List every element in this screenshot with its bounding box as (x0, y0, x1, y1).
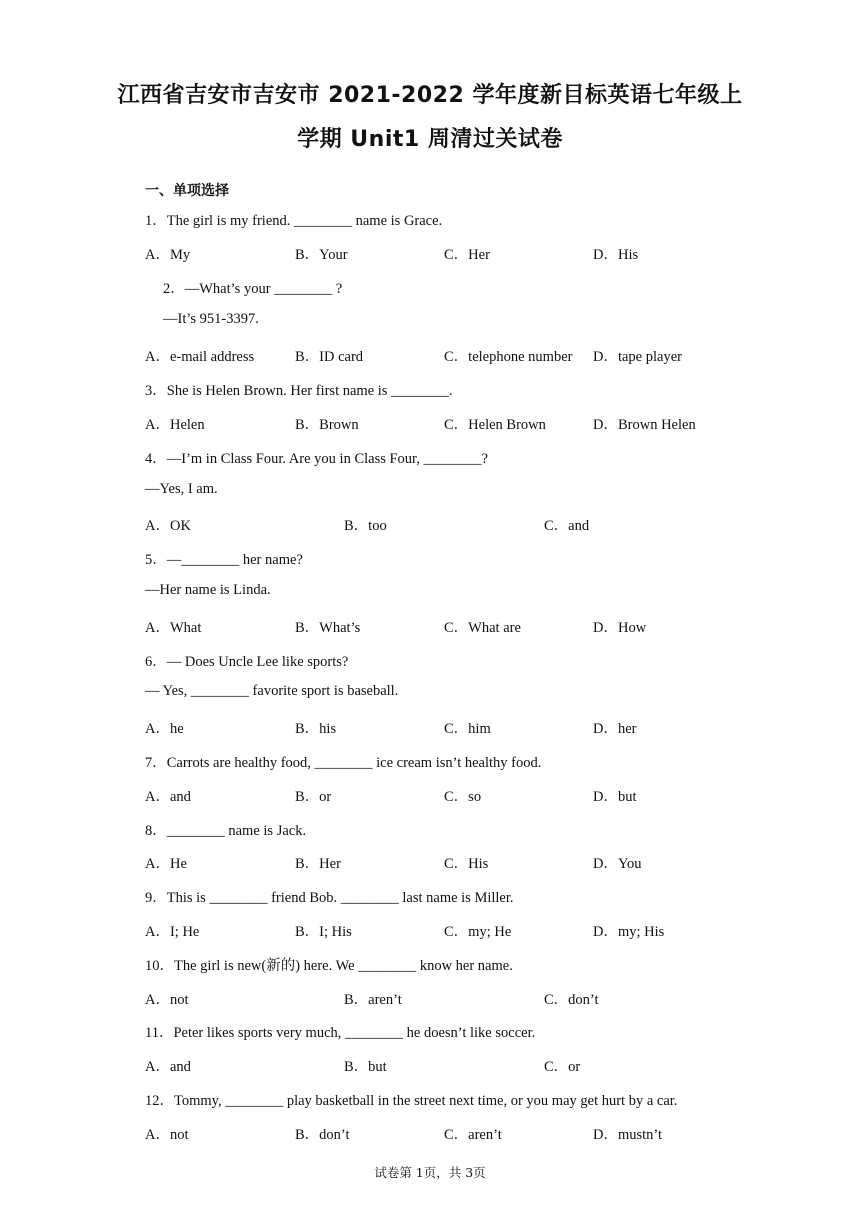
option-d: D．mustn’t (593, 1127, 663, 1143)
option-c: C．my; He (444, 924, 512, 940)
option-b: B．but (344, 1059, 387, 1075)
option-b: B．or (295, 789, 332, 805)
page-title-line-1: 江西省吉安市吉安市 2021-2022 学年度新目标英语七年级上 (117, 83, 743, 108)
option-a: A．I; He (145, 924, 200, 940)
option-b: B．aren’t (344, 992, 402, 1008)
option-a: A．he (145, 721, 184, 737)
option-b: B．his (295, 721, 337, 737)
option-c: C．Helen Brown (444, 417, 546, 433)
option-c: C．What are (444, 620, 521, 636)
option-a: A．e-mail address (145, 349, 255, 365)
question-response: —It’s 951-3397. (163, 311, 259, 327)
question-stem: 9．This is ________ friend Bob. ________ last name is Miller. (145, 890, 514, 906)
option-b: B．Brown (295, 417, 359, 433)
option-c: C．telephone number (444, 349, 573, 365)
option-d: D．tape player (593, 349, 682, 365)
option-a: A．not (145, 1127, 189, 1143)
option-b: B．don’t (295, 1127, 350, 1143)
option-c: C．Her (444, 247, 490, 263)
option-c: C．and (544, 518, 590, 534)
question-stem: 5．—________ her name? (145, 552, 303, 568)
option-a: A．and (145, 1059, 191, 1075)
page-title-line-2: 学期 Unit1 周清过关试卷 (297, 127, 563, 152)
option-c: C．him (444, 721, 491, 737)
question-stem: 2．—What’s your ________ ? (163, 281, 343, 297)
option-a: A．He (145, 856, 187, 872)
option-b: B．What’s (295, 620, 361, 636)
option-b: B．Her (295, 856, 341, 872)
question-stem: 11．Peter likes sports very much, ________ he doesn’t like soccer. (145, 1025, 536, 1041)
option-d: D．my; His (593, 924, 665, 940)
option-c: C．or (544, 1059, 581, 1075)
question-response: — Yes, ________ favorite sport is baseball. (145, 683, 399, 699)
option-b: B．too (344, 518, 387, 534)
option-c: C．aren’t (444, 1127, 502, 1143)
question-stem: 7．Carrots are healthy food, ________ ice cream isn’t healthy food. (145, 755, 542, 771)
option-d: D．her (593, 721, 637, 737)
option-c: C．so (444, 789, 482, 805)
question-response: —Yes, I am. (145, 481, 218, 497)
option-c: C．don’t (544, 992, 599, 1008)
question-stem: 3．She is Helen Brown. Her first name is ________. (145, 383, 453, 399)
option-d: D．Brown Helen (593, 417, 696, 433)
question-stem: 4．—I’m in Class Four. Are you in Class Four, ________? (145, 451, 488, 467)
option-a: A．Helen (145, 417, 205, 433)
option-a: A．What (145, 620, 202, 636)
option-a: A．not (145, 992, 189, 1008)
section-heading: 一、单项选择 (145, 183, 229, 199)
question-stem: 8．________ name is Jack. (145, 823, 307, 839)
option-a: A．My (145, 247, 191, 263)
option-d: D．but (593, 789, 637, 805)
option-b: B．I; His (295, 924, 352, 940)
question-stem: 1．The girl is my friend. ________ name is Grace. (145, 213, 443, 229)
option-a: A．OK (145, 518, 191, 534)
question-stem: 6．— Does Uncle Lee like sports? (145, 654, 349, 670)
question-stem: 12．Tommy, ________ play basketball in the street next time, or you may get hurt by a car. (145, 1093, 678, 1109)
option-b: B．ID card (295, 349, 364, 365)
option-d: D．His (593, 247, 639, 263)
option-d: D．You (593, 856, 642, 872)
question-stem: 10．The girl is new(新的) here. We ________ know her name. (145, 958, 513, 974)
option-c: C．His (444, 856, 489, 872)
question-response: —Her name is Linda. (145, 582, 271, 598)
option-d: D．How (593, 620, 647, 636)
option-b: B．Your (295, 247, 348, 263)
page-footer: 试卷第 1页，共 3页 (374, 1165, 486, 1180)
option-a: A．and (145, 789, 191, 805)
